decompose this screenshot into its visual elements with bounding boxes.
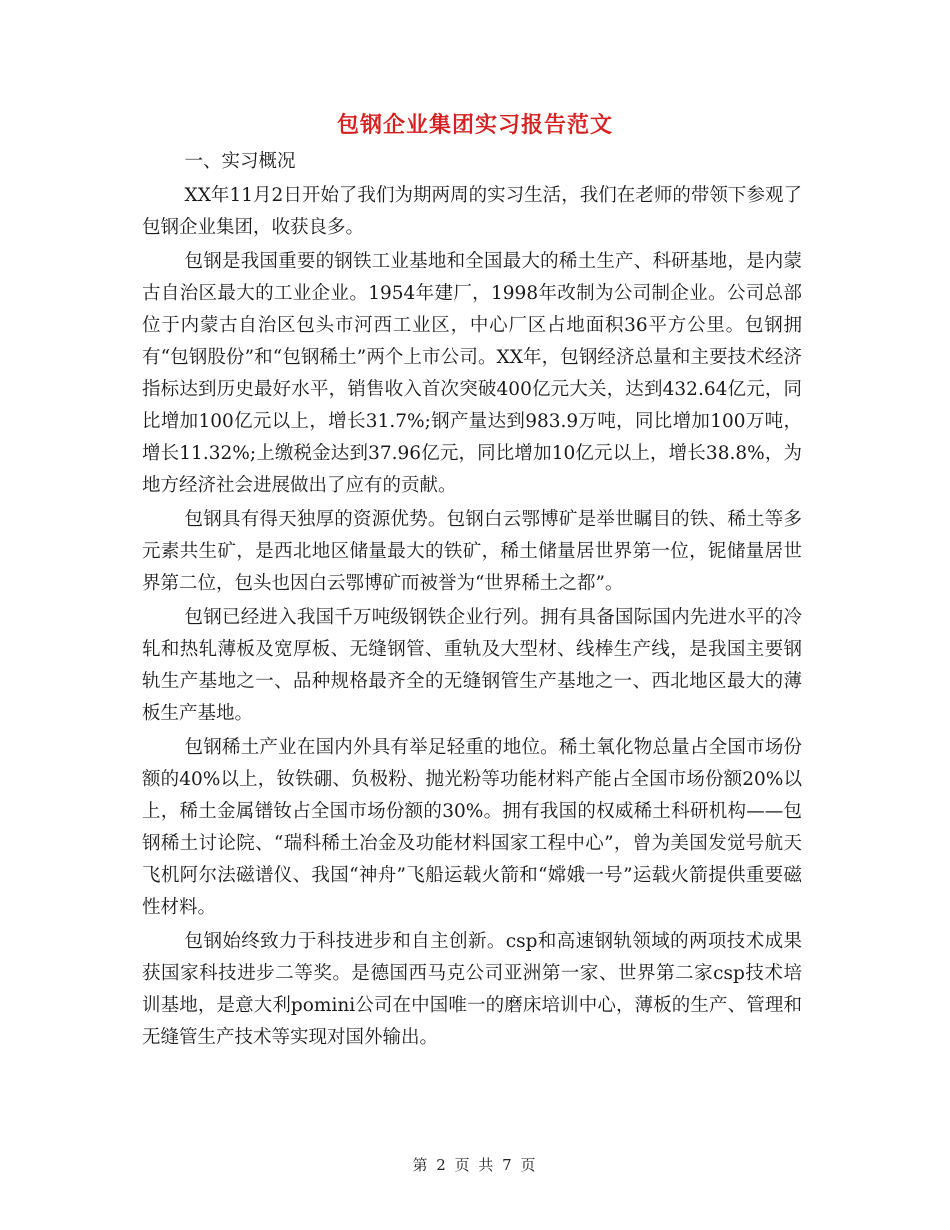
document-body — [142, 146, 802, 1056]
paragraph: XX年11月2日开始了我们为期两周的实习生活，我们在老师的带领下参观了包钢企业集团，收获良多。 — [142, 185, 802, 238]
paragraph: 包钢具有得天独厚的资源优势。包钢白云鄂博矿是举世瞩目的铁、稀土等多元素共生矿，是西北地区储量最大的铁矿，稀土储量居世界第一位，铌储量居世界第二位，包头也因白云鄂博矿而被誉为“世界稀土之都”。 — [142, 509, 802, 594]
document-title: 包钢企业集团实习报告范文 — [336, 112, 613, 138]
section-heading: 一、实习概况 — [184, 151, 296, 172]
paragraph: 包钢始终致力于科技进步和自主创新。csp和高速钢轨领域的两项技术成果获国家科技进步二等奖。是德国西马克公司亚洲第一家、世界第二家csp技术培训基地，是意大利pomini公司在中国唯一的磨床培训中心，薄板的生产、管理和无缝管生产技术等实现对国外输出。 — [142, 931, 802, 1048]
page-number-footer: 第 2 页 共 7 页 — [412, 1156, 538, 1174]
paragraph: 包钢稀土产业在国内外具有举足轻重的地位。稀土氧化物总量占全国市场份额的40%以上，钕铁硼、负极粉、抛光粉等功能材料产能占全国市场份额20%以上，稀土金属镨钕占全国市场份额的30%。拥有我国的权威稀土科研机构——包钢稀土讨论院、“瑞科稀土冶金及功能材料国家工程中心”，曾为美国发觉号航天飞机阿尔法磁谱仪、我国“神舟”飞船运载火箭和“嫦娥一号”运载火箭提供重要磁性材料。 — [142, 737, 802, 918]
paragraph: 包钢是我国重要的钢铁工业基地和全国最大的稀土生产、科研基地，是内蒙古自治区最大的工业企业。1954年建厂，1998年改制为公司制企业。公司总部位于内蒙古自治区包头市河西工业区，中心厂区占地面积36平方公里。包钢拥有“包钢股份”和“包钢稀土”两个上市公司。XX年，包钢经济总量和主要技术经济指标达到历史最好水平，销售收入首次突破400亿元大关，达到432.64亿元，同比增加100亿元以上，增长31.7%;钢产量达到983.9万吨，同比增加100万吨，增长11.32%;上缴税金达到37.96亿元，同比增加10亿元以上，增长38.8%，为地方经济社会进展做出了应有的贡献。 — [142, 251, 802, 496]
paragraph: 包钢已经进入我国千万吨级钢铁企业行列。拥有具备国际国内先进水平的冷轧和热轧薄板及宽厚板、无缝钢管、重轨及大型材、线棒生产线，是我国主要钢轨生产基地之一、品种规格最齐全的无缝钢管生产基地之一、西北地区最大的薄板生产基地。 — [142, 607, 802, 724]
